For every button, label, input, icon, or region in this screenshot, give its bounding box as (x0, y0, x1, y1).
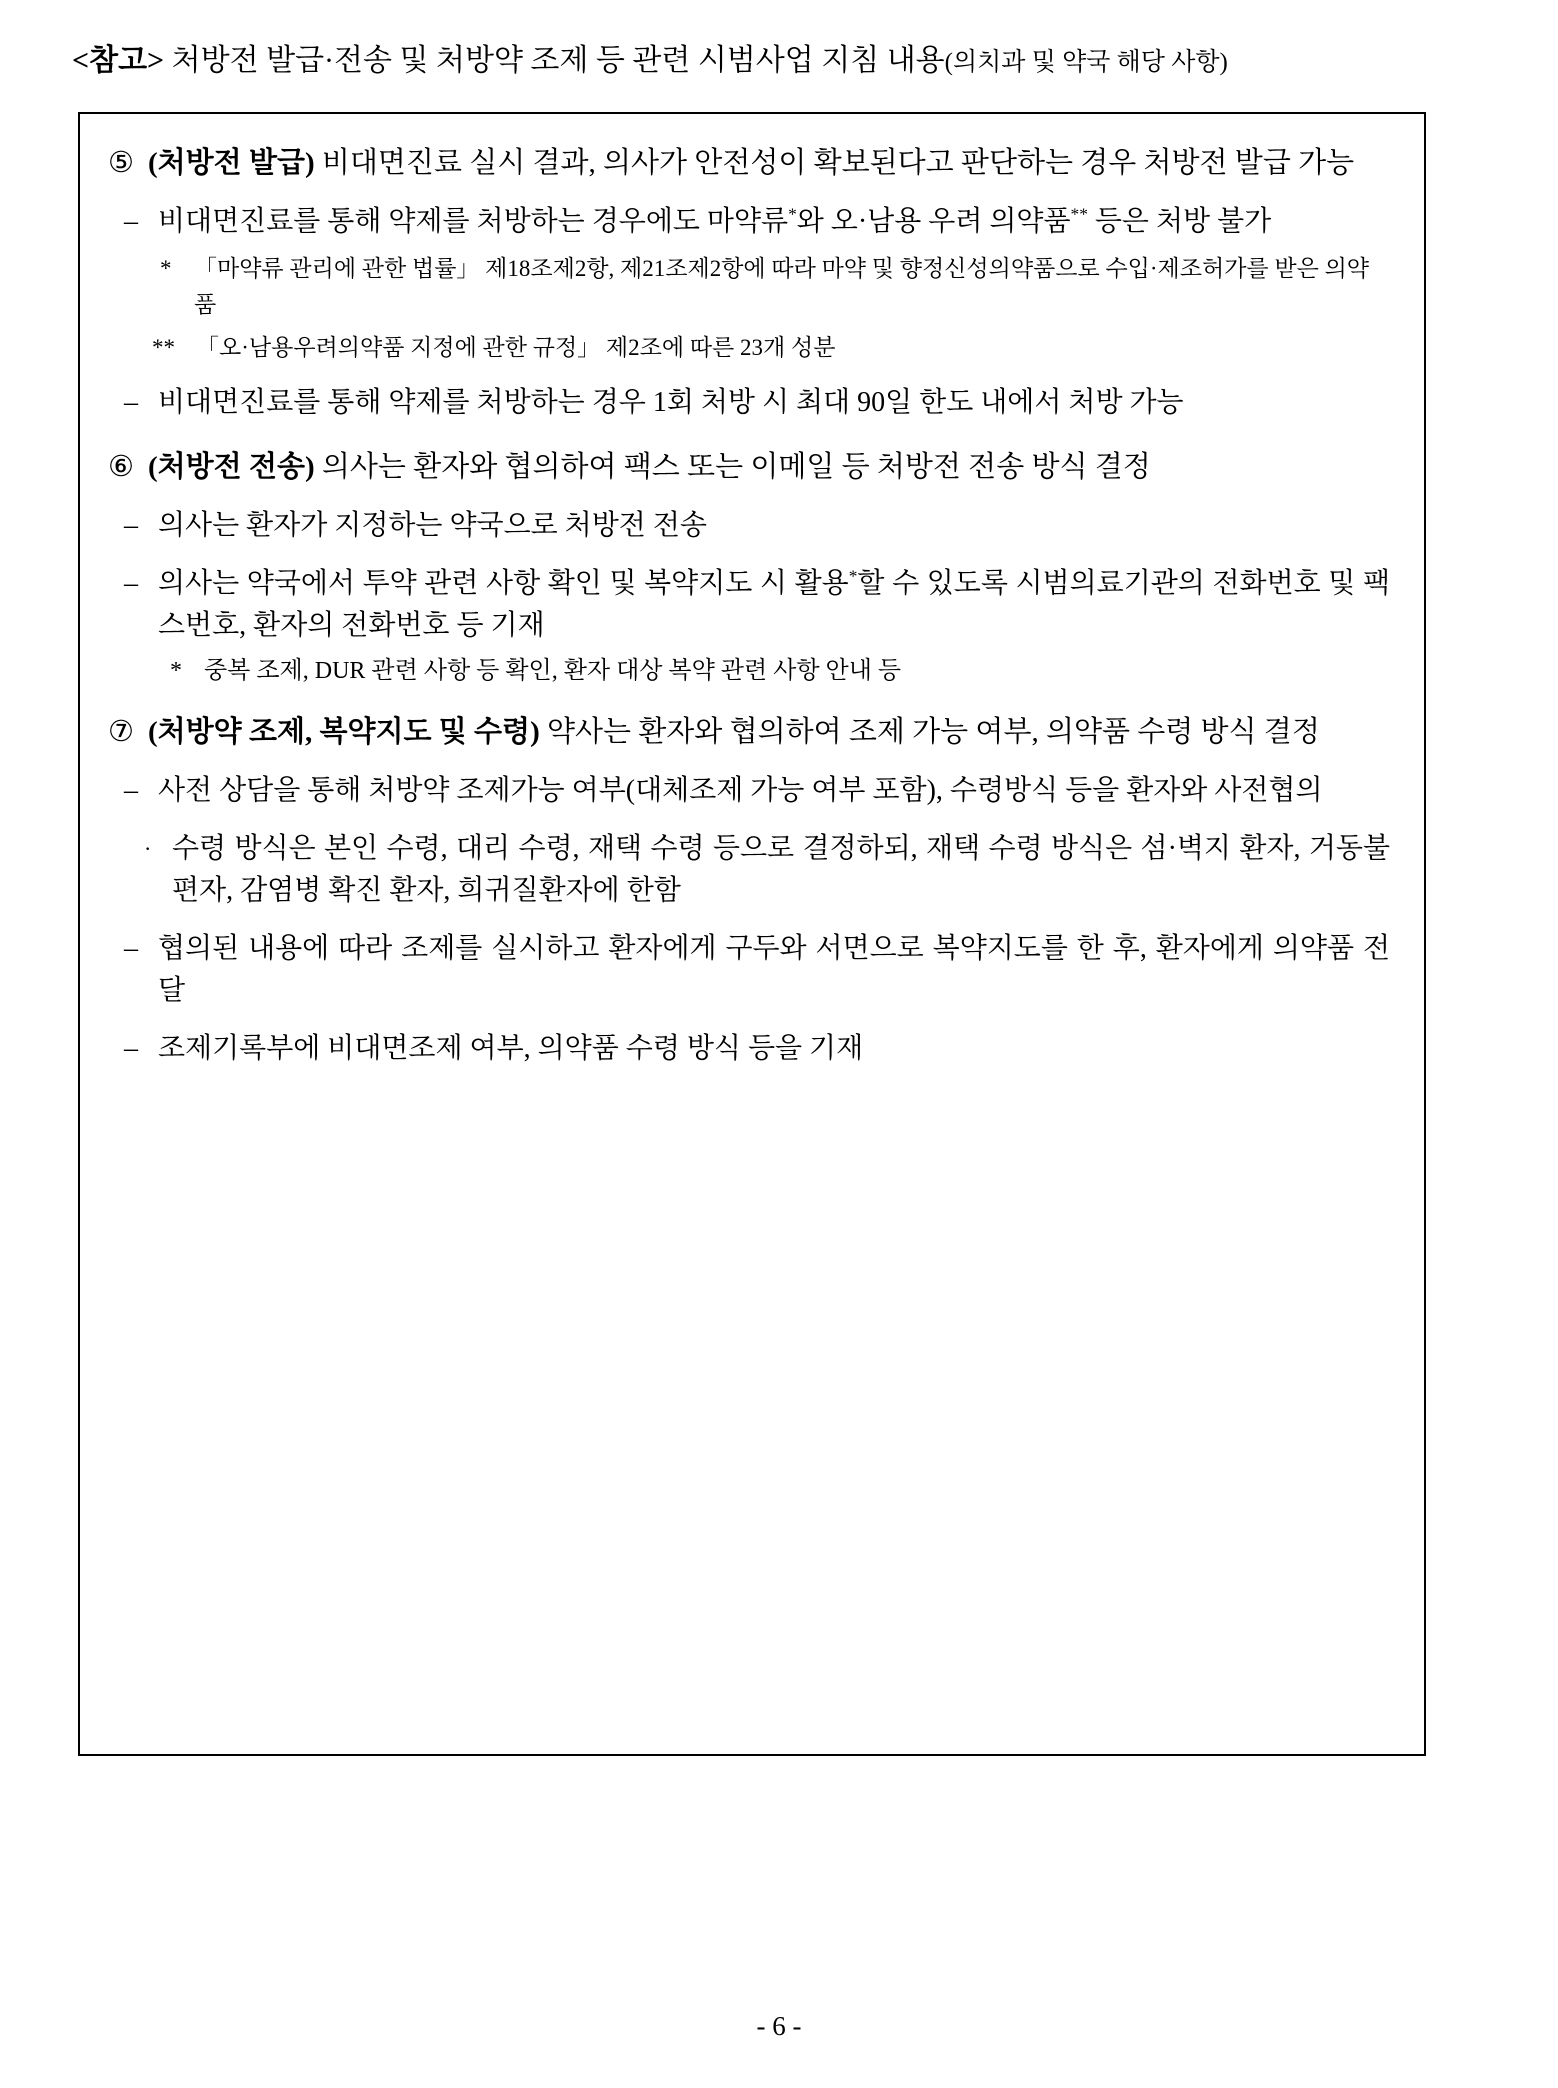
clause-5-text: 비대면진료 실시 결과, 의사가 안전성이 확보된다고 판단하는 경우 처방전 발급 가능 (314, 147, 1355, 179)
dash-mark: – (124, 1032, 138, 1064)
clause-5-number: ⑤ (108, 147, 134, 179)
clause-5-note-1-text: 「마약류 관리에 관한 법률」 제18조제2항, 제21조제2항에 따라 마약 및 향정신성의약품으로 수입·제조허가를 받은 의약품 (194, 255, 1370, 317)
asterisk-mark: * (160, 255, 172, 281)
clause-7-body (148, 711, 1390, 754)
clause-6-number: ⑥ (108, 450, 134, 483)
dash-mark: – (124, 774, 138, 806)
clause-5-dash-1 (108, 201, 1390, 243)
clause-7-dash-3-text: 조제기록부에 비대면조제 여부, 의약품 수령 방식 등을 기재 (158, 1032, 864, 1064)
clause-5-dash-2 (108, 382, 1390, 424)
clause-7-text: 약사는 환자와 협의하여 조제 가능 여부, 의약품 수령 방식 결정 (539, 715, 1320, 748)
dash-mark: – (124, 509, 138, 541)
middot-mark: · (144, 835, 152, 861)
clause-6-body (148, 446, 1390, 489)
clause-5-lead: (처방전 발급) (148, 147, 315, 179)
clause-6-dash-2-text: 의사는 약국에서 투약 관련 사항 확인 및 복약지도 시 활용*할 수 있도록 시범의료기관의 전화번호 및 팩스번호, 환자의 전화번호 등 기재 (158, 566, 1391, 641)
page-number: - 6 - (756, 2011, 802, 2041)
title-main: 처방전 발급·전송 및 처방약 조제 등 관련 시범사업 지침 내용 (171, 44, 945, 77)
clause-6-dash-1 (108, 505, 1390, 547)
dash-mark: – (124, 386, 138, 418)
clause-7-dash-3 (108, 1028, 1390, 1070)
clause-5-note-1 (108, 251, 1390, 322)
double-asterisk-mark: ** (152, 335, 175, 361)
clause-7-middot-1 (108, 828, 1390, 912)
clause-7-dash-1 (108, 770, 1390, 812)
reference-tag: <참고> (72, 44, 165, 77)
clause-6-text: 의사는 환자와 협의하여 팩스 또는 이메일 등 처방전 전송 방식 결정 (314, 450, 1151, 483)
asterisk-mark: * (170, 657, 182, 684)
clause-6-lead: (처방전 전송) (148, 450, 315, 483)
clause-7-dash-1-text: 사전 상담을 통해 처방약 조제가능 여부(대체조제 가능 여부 포함), 수령방식 등을 환자와 사전협의 (158, 774, 1323, 806)
clause-5-note-2 (108, 330, 1390, 366)
clause-7-number: ⑦ (108, 715, 134, 748)
dash-mark: – (124, 567, 138, 599)
clause-7-lead: (처방약 조제, 복약지도 및 수령) (148, 715, 540, 748)
clause-7 (108, 711, 1390, 754)
clause-5-body (148, 142, 1390, 185)
dash-mark: – (124, 205, 138, 237)
clause-6-dash-2 (108, 563, 1390, 647)
clause-7-dash-2 (108, 928, 1390, 1012)
clause-6-note-1 (108, 653, 1390, 689)
clause-6-dash-1-text: 의사는 환자가 지정하는 약국으로 처방전 전송 (158, 509, 707, 541)
clause-5-dash-2-text: 비대면진료를 통해 약제를 처방하는 경우 1회 처방 시 최대 90일 한도 내에서 처방 가능 (158, 386, 1184, 418)
title-sub: (의치과 및 약국 해당 사항) (944, 49, 1228, 76)
content-box (78, 112, 1426, 1756)
page-title (72, 42, 1498, 80)
clause-6 (108, 446, 1390, 489)
dash-mark: – (124, 932, 138, 964)
clause-7-dash-2-text: 협의된 내용에 따라 조제를 실시하고 환자에게 구두와 서면으로 복약지도를 한 후, 환자에게 의약품 전달 (158, 932, 1390, 1006)
clause-6-note-1-text: 중복 조제, DUR 관련 사항 등 확인, 환자 대상 복약 관련 사항 안내 등 (204, 657, 902, 684)
clause-7-middot-1-text: 수령 방식은 본인 수령, 대리 수령, 재택 수령 등으로 결정하되, 재택 수령 방식은 섬·벽지 환자, 거동불편자, 감염병 확진 환자, 희귀질환자에 한함 (172, 832, 1390, 906)
clause-5 (108, 142, 1390, 185)
clause-5-note-2-text: 「오·남용우려의약품 지정에 관한 규정」 제2조에 따른 23개 성분 (196, 335, 836, 361)
clause-5-dash-1-text: 비대면진료를 통해 약제를 처방하는 경우에도 마약류*와 오·남용 우려 의약품** 등은 처방 불가 (158, 204, 1272, 237)
